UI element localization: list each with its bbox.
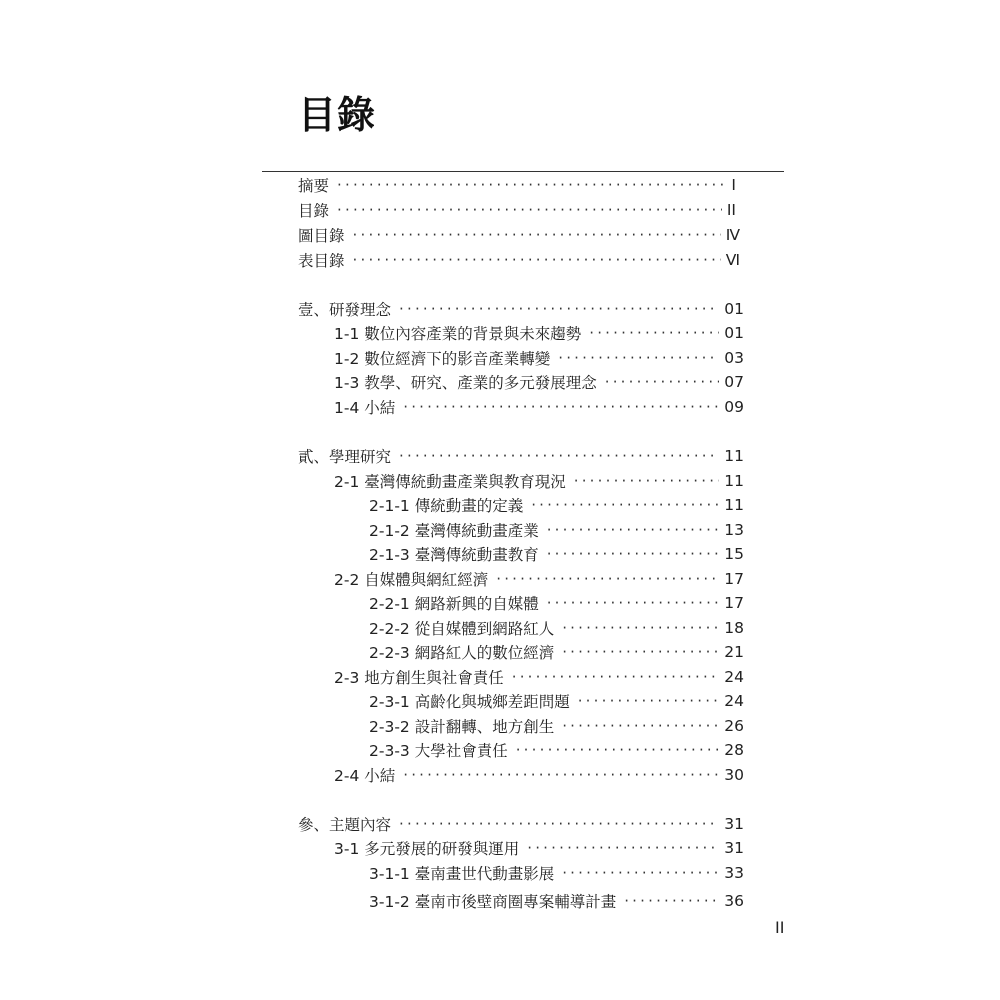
dot-leader: [578, 690, 720, 712]
toc-subsection[interactable]: [369, 890, 744, 912]
toc-subsection[interactable]: [369, 862, 744, 884]
toc-chapter[interactable]: [298, 298, 744, 320]
toc-entry-page: 21: [724, 643, 744, 661]
toc-entry-page: 17: [724, 594, 744, 612]
toc-subsection[interactable]: [369, 690, 744, 712]
dot-leader: [574, 470, 720, 492]
toc-entry-page: 09: [724, 398, 744, 416]
toc-entry-page: 36: [724, 892, 744, 910]
toc-entry-page: 26: [724, 717, 744, 735]
toc-entry-label: 表目錄: [298, 252, 345, 270]
toc-entry-page: 11: [724, 472, 744, 490]
toc-entry-label: 壹、研發理念: [298, 301, 392, 319]
toc-entry-page: 07: [724, 373, 744, 391]
toc-section[interactable]: [334, 666, 744, 688]
dot-leader: [562, 862, 719, 884]
toc-subsection[interactable]: [369, 641, 744, 663]
toc-entry-label: 1-1 數位內容產業的背景與未來趨勢: [334, 325, 582, 343]
toc-entry-label: 2-3-2 設計翻轉、地方創生: [369, 718, 555, 736]
dot-leader: [562, 641, 719, 663]
toc-entry-page: 30: [724, 766, 744, 784]
toc-section[interactable]: [334, 764, 744, 786]
toc-chapter[interactable]: [298, 445, 744, 467]
toc-entry-label: 圖目錄: [298, 227, 345, 245]
toc-entry-label: 2-3 地方創生與社會責任: [334, 669, 504, 687]
dot-leader: [399, 813, 719, 835]
toc-entry-page: Ⅳ: [725, 226, 740, 244]
dot-leader: [527, 837, 719, 859]
dot-leader: [562, 715, 719, 737]
dot-leader: [562, 617, 719, 639]
toc-entry-page: II: [726, 201, 736, 219]
toc-entry-label: 2-3-1 高齡化與城鄉差距問題: [369, 693, 570, 711]
toc-subsection[interactable]: [369, 494, 744, 516]
page-number: II: [775, 918, 785, 937]
toc-entry-page: 24: [724, 692, 744, 710]
toc-entry-label: 貳、學理研究: [298, 448, 392, 466]
toc-subsection[interactable]: [369, 519, 744, 541]
dot-leader: [399, 445, 719, 467]
page-title: 目錄: [298, 93, 377, 137]
toc-entry-label: 參、主題內容: [298, 816, 392, 834]
toc-entry-page: 33: [724, 864, 744, 882]
toc-entry-page: 17: [724, 570, 744, 588]
toc-entry-label: 2-2 自媒體與網紅經濟: [334, 571, 489, 589]
toc-section[interactable]: [334, 347, 744, 369]
toc-entry-page: 18: [724, 619, 744, 637]
toc-entry-label: 2-4 小結: [334, 767, 396, 785]
dot-leader: [547, 543, 720, 565]
toc-entry-page: 15: [724, 545, 744, 563]
toc-entry-page: I: [731, 176, 736, 194]
toc-entry-label: 摘要: [298, 177, 330, 195]
toc-section[interactable]: [334, 371, 744, 393]
dot-leader: [624, 890, 719, 912]
toc-entry-label: 3-1-1 臺南畫世代動畫影展: [369, 865, 555, 883]
toc-entry-label: 3-1 多元發展的研發與運用: [334, 840, 520, 858]
dot-leader: [496, 568, 719, 590]
dot-leader: [399, 298, 719, 320]
toc-subsection[interactable]: [369, 592, 744, 614]
toc-entry-label: 2-1 臺灣傳統動畫產業與教育現況: [334, 473, 566, 491]
toc-entry-page: 24: [724, 668, 744, 686]
toc-section[interactable]: [334, 837, 744, 859]
toc-section[interactable]: [334, 568, 744, 590]
toc-entry-page: 03: [724, 349, 744, 367]
toc-entry-page: 11: [724, 447, 744, 465]
toc-section[interactable]: [334, 322, 744, 344]
toc-entry-contents[interactable]: [298, 199, 736, 221]
toc-entry-label: 1-2 數位經濟下的影音產業轉變: [334, 350, 551, 368]
dot-leader: [589, 322, 719, 344]
dot-leader: [353, 249, 721, 271]
toc-subsection[interactable]: [369, 543, 744, 565]
toc-subsection[interactable]: [369, 617, 744, 639]
toc-entry-page: 31: [724, 815, 744, 833]
dot-leader: [353, 224, 721, 246]
dot-leader: [547, 519, 720, 541]
toc-entry-label: 1-4 小結: [334, 399, 396, 417]
toc-entry-label: 2-1-3 臺灣傳統動畫教育: [369, 546, 539, 564]
toc-section[interactable]: [334, 470, 744, 492]
toc-entry-page: 28: [724, 741, 744, 759]
dot-leader: [403, 396, 719, 418]
toc-entry-label: 2-1-2 臺灣傳統動畫產業: [369, 522, 539, 540]
toc-entry-label: 1-3 教學、研究、產業的多元發展理念: [334, 374, 597, 392]
dot-leader: [531, 494, 719, 516]
toc-entry-label: 目錄: [298, 202, 330, 220]
toc-entry-label: 2-1-1 傳統動畫的定義: [369, 497, 524, 515]
toc-subsection[interactable]: [369, 739, 744, 761]
toc-entry-page: 31: [724, 839, 744, 857]
toc-entry-label: 2-2-3 網路紅人的數位經濟: [369, 644, 555, 662]
toc-entry-tables[interactable]: [298, 249, 740, 271]
dot-leader: [403, 764, 719, 786]
dot-leader: [337, 174, 726, 196]
toc-subsection[interactable]: [369, 715, 744, 737]
toc-entry-label: 2-2-2 從自媒體到網路紅人: [369, 620, 555, 638]
dot-leader: [337, 199, 722, 221]
toc-entry-page: 01: [724, 324, 744, 342]
dot-leader: [547, 592, 720, 614]
dot-leader: [605, 371, 720, 393]
toc-entry-label: 2-2-1 網路新興的自媒體: [369, 595, 539, 613]
dot-leader: [516, 739, 720, 761]
toc-entry-label: 2-3-3 大學社會責任: [369, 742, 508, 760]
toc-entry-page: 01: [724, 300, 744, 318]
toc-chapter[interactable]: [298, 813, 744, 835]
dot-leader: [512, 666, 720, 688]
toc-entry-label: 3-1-2 臺南市後壁商圈專案輔導計畫: [369, 893, 617, 911]
toc-entry-page: Ⅵ: [725, 251, 740, 269]
toc-section[interactable]: [334, 396, 744, 418]
toc-entry-figures[interactable]: [298, 224, 740, 246]
toc-entry-abstract[interactable]: [298, 174, 736, 196]
toc-entry-page: 13: [724, 521, 744, 539]
dot-leader: [558, 347, 719, 369]
toc-entry-page: 11: [724, 496, 744, 514]
